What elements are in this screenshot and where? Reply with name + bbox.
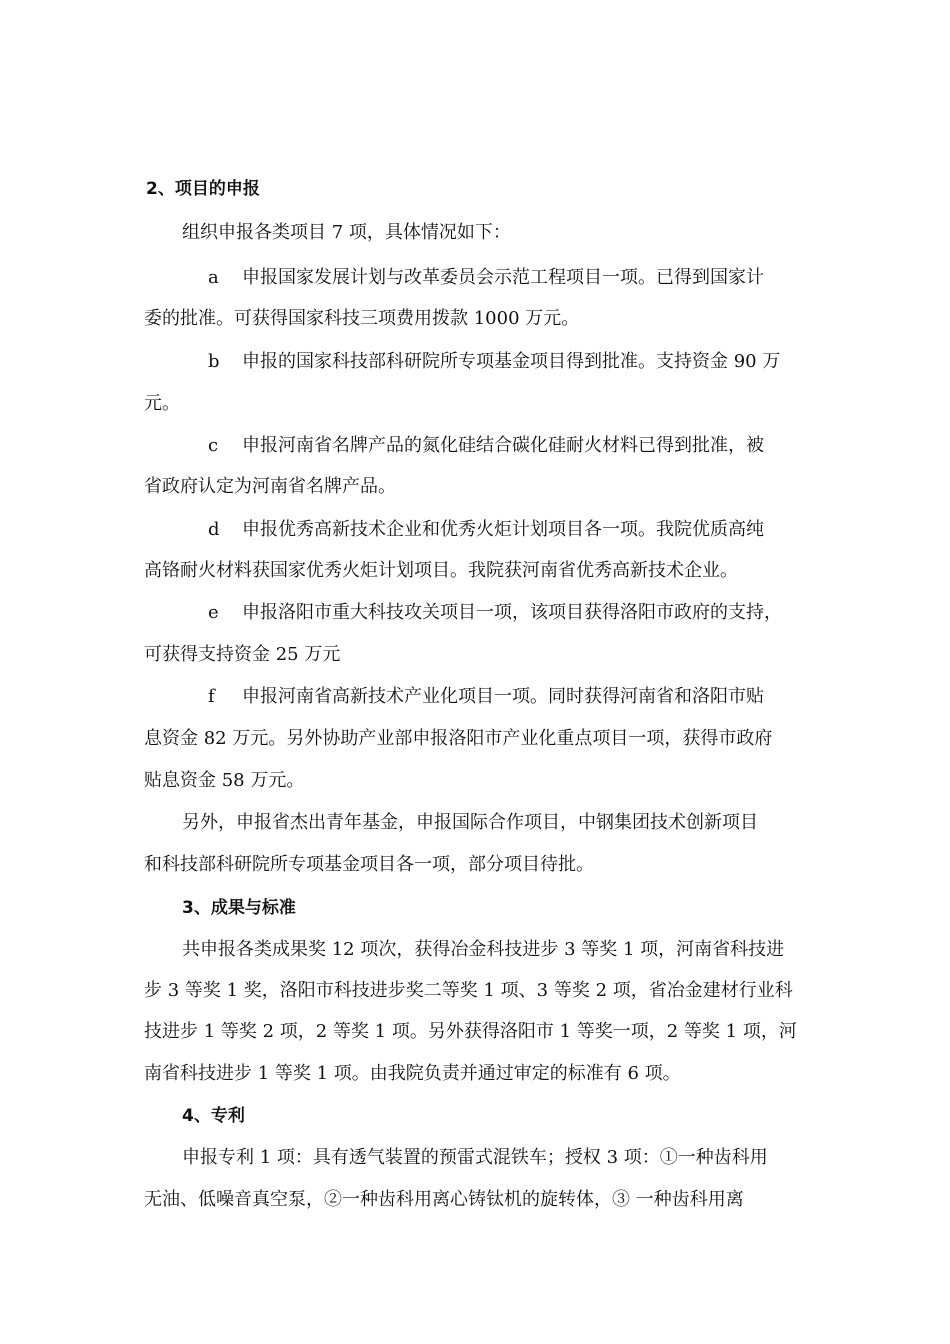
item-label: e [208,602,219,623]
item-label: f [208,686,215,707]
section-2-heading: 2、项目的申报 [146,179,260,199]
list-item-f-line2: 息资金 82 万元。另外协助产业部申报洛阳市产业化重点项目一项，获得市政府 [144,728,773,749]
section-3-line1: 共申报各类成果奖 12 项次，获得冶金科技进步 3 等奖 1 项，河南省科技进 [182,939,785,960]
list-item-e-line2: 可获得支持资金 25 万元 [144,644,341,665]
list-item-b-line2: 元。 [144,393,180,414]
item-label: d [208,519,220,540]
section-3-heading: 3、成果与标准 [182,898,296,918]
list-item-c-line2: 省政府认定为河南省名牌产品。 [144,476,396,497]
list-item-d-line1: d 申报优秀高新技术企业和优秀火炬计划项目各一项。我院优质高纯 [208,519,764,540]
list-item-d-line2: 高铬耐火材料获国家优秀火炬计划项目。我院获河南省优秀高新技术企业。 [144,560,738,581]
list-item-c-line1: c 申报河南省名牌产品的氮化硅结合碳化硅耐火材料已得到批准，被 [208,435,764,456]
section-2-intro: 组织申报各类项目 7 项，具体情况如下： [182,222,511,243]
section-2-extra-line2: 和科技部科研院所专项基金项目各一项，部分项目待批。 [144,854,594,875]
section-3-line4: 南省科技进步 1 等奖 1 项。由我院负责并通过审定的标准有 6 项。 [144,1063,681,1084]
list-item-f-line1: f 申报河南省高新技术产业化项目一项。同时获得河南省和洛阳市贴 [208,686,764,707]
list-item-b-line1: b 申报的国家科技部科研院所专项基金项目得到批准。支持资金 90 万 [208,351,781,372]
section-4-line2: 无油、低噪音真空泵，②一种齿科用离心铸钛机的旋转体，③ 一种齿科用离 [144,1189,744,1210]
section-3-line3: 技进步 1 等奖 2 项，2 等奖 1 项。另外获得洛阳市 1 等奖一项，2 等奖 1 项，河 [144,1021,797,1042]
item-label: c [208,435,219,456]
section-2-extra-line1: 另外，申报省杰出青年基金，申报国际合作项目，中钢集团技术创新项目 [182,812,758,833]
section-3-line2: 步 3 等奖 1 奖，洛阳市科技进步奖二等奖 1 项、3 等奖 2 项，省冶金建材行业科 [144,980,793,1001]
item-label: b [208,351,220,372]
list-item-a-line2: 委的批准。可获得国家科技三项费用拨款 1000 万元。 [144,308,580,329]
list-item-e-line1: e 申报洛阳市重大科技攻关项目一项，该项目获得洛阳市政府的支持， [208,602,782,623]
list-item-a-line1: a 申报国家发展计划与改革委员会示范工程项目一项。已得到国家计 [208,267,764,288]
item-label: a [208,267,219,288]
section-4-heading: 4、专利 [182,1106,245,1126]
list-item-f-line3: 贴息资金 58 万元。 [144,770,305,791]
section-4-line1: 申报专利 1 项：具有透气装置的预雷式混铁车；授权 3 项：①一种齿科用 [182,1147,768,1168]
